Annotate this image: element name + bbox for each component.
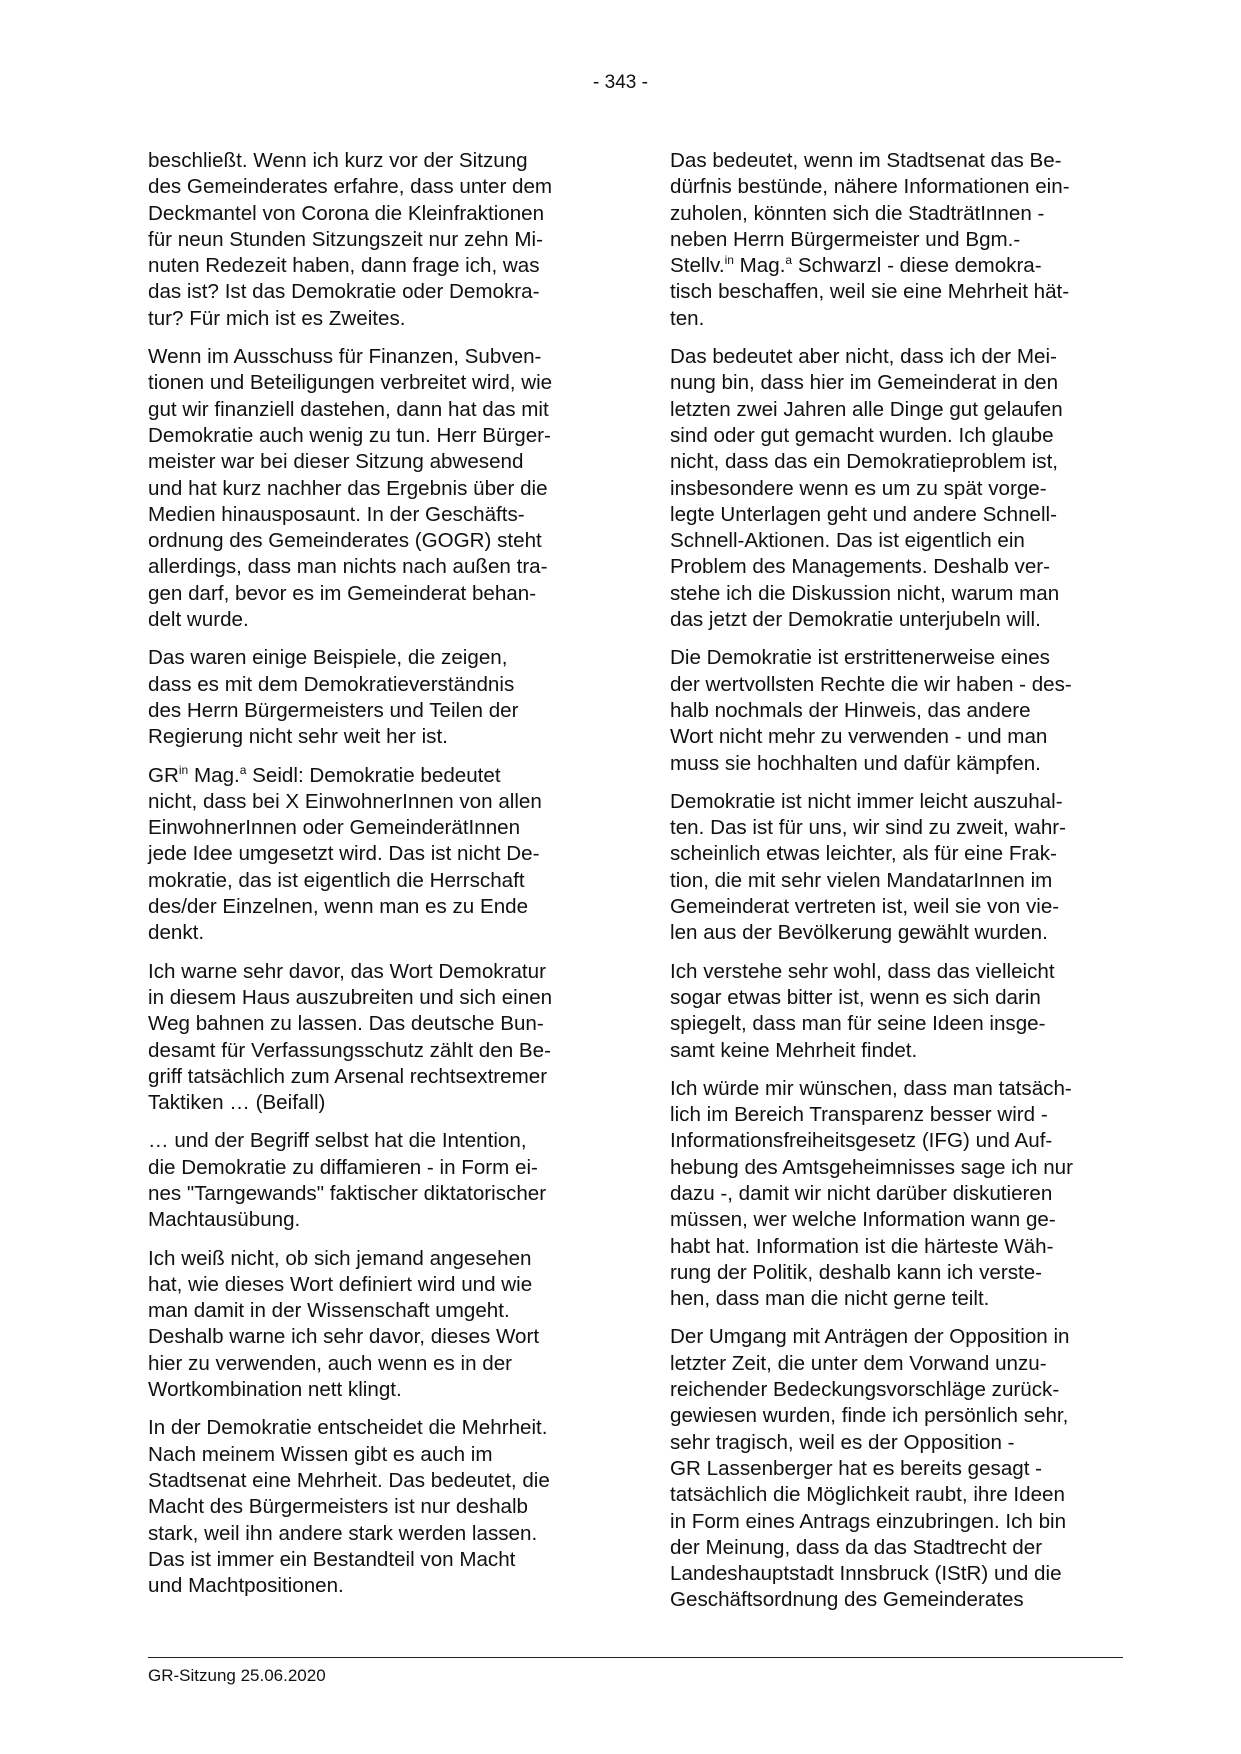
left-column: [148, 148, 603, 1611]
paragraph: In der Demokratie entscheidet die Mehrheit. Nach meinem Wissen gibt es auch im Stadtsenat eine Mehrheit. Das bedeutet, die Macht des Bürgermeisters ist nur deshalb stark, weil ihn andere stark werden lassen. Das ist immer ein Bestandteil von Macht und Machtpositionen.: [148, 1416, 550, 1598]
superscript: a: [785, 253, 793, 268]
paragraph: Das bedeutet aber nicht, dass ich der Mei- nung bin, dass hier im Gemeinderat in den letzten zwei Jahren alle Dinge gut gelaufen sind oder gut gemacht wurden. Ich glaube nicht, dass das ein Demokratieproblem ist, insbesondere wenn es um zu spät vorge- legte Unterlagen geht und andere Schnell- Schnell-Aktionen. Das ist eigentlich ein Problem des Managements. Deshalb ver- stehe ich die Diskussion nicht, warum man das jetzt der Demokratie unterjubeln will.: [670, 345, 1063, 632]
paragraph: Das waren einige Beispiele, die zeigen, dass es mit dem Demokratieverständnis des Herrn Bürgermeisters und Teilen der Regierung nicht sehr weit her ist.: [148, 646, 519, 749]
right-column: [670, 148, 1125, 1626]
paragraph: [670, 148, 1125, 332]
superscript: in: [178, 762, 189, 777]
paragraph: … und der Begriff selbst hat die Intention, die Demokratie zu diffamieren - in Form ei- nes "Tarngewands" faktischer diktatorischer Machtausübung.: [148, 1129, 547, 1232]
page-number: - 343 -: [593, 72, 648, 93]
paragraph: Ich würde mir wünschen, dass man tatsäch- lich im Bereich Transparenz besser wird - Informationsfreiheitsgesetz (IFG) und Auf- hebung des Amtsgeheimnisses sage ich nur dazu -, damit wir nicht darüber diskutieren müssen, wer welche Information wann ge- habt hat. Information ist die härteste Wäh- rung der Politik, deshalb kann ich verste- hen, dass man die nicht gerne teilt.: [670, 1076, 1073, 1311]
speaker-paragraph: [148, 763, 603, 947]
paragraph: Ich warne sehr davor, das Wort Demokratur in diesem Haus auszubreiten und sich einen Weg bahnen zu lassen. Das deutsche Bun- desamt für Verfassungsschutz zählt den Be- griff tatsächlich zum Arsenal rechtsextremer Taktiken … (Beifall): [148, 959, 553, 1115]
paragraph: Ich verstehe sehr wohl, dass das vielleicht sogar etwas bitter ist, wenn es sich darin spiegelt, dass man für seine Ideen insge- samt keine Mehrheit findet.: [670, 959, 1055, 1062]
superscript: in: [724, 253, 734, 268]
paragraph: Ich weiß nicht, ob sich jemand angesehen hat, wie dieses Wort definiert wird und wie man damit in der Wissenschaft umgeht. Deshalb warne ich sehr davor, dieses Wort hier zu verwenden, auch wenn es in der Wortkombination nett klingt.: [148, 1246, 540, 1402]
footer-divider: [148, 1657, 1123, 1658]
paragraph: Der Umgang mit Anträgen der Opposition in letzter Zeit, die unter dem Vorwand unzu- reichender Bedeckungsvorschläge zurück- gewiesen wurden, finde ich persönlich sehr, sehr tragisch, weil es der Opposition - GR Lassenberger hat es bereits gesagt - tatsächlich die Möglichkeit raubt, ihre Ideen in Form eines Antrags einzubringen. Ich bin der Meinung, dass da das Stadtrecht der Landeshauptstadt Innsbruck (IStR) und die Geschäftsordnung des Gemeinderates: [670, 1325, 1070, 1612]
paragraph-text: Schwarzl - diese demokra- tisch beschaffen, weil sie eine Mehrheit hät- ten.: [670, 254, 1070, 330]
footer-session-date: GR-Sitzung 25.06.2020: [148, 1666, 326, 1685]
paragraph: Demokratie ist nicht immer leicht auszuhal- ten. Das ist für uns, wir sind zu zweit, wahr- scheinlich etwas leichter, als für eine Frak- tion, die mit sehr vielen MandatarInnen im Gemeinderat vertreten ist, weil sie von vie- len aus der Bevölkerung gewählt wurden.: [670, 789, 1066, 945]
speaker-prefix: GR: [148, 763, 179, 787]
paragraph: beschließt. Wenn ich kurz vor der Sitzung des Gemeinderates erfahre, dass unter dem Deckmantel von Corona die Kleinfraktionen für neun Stunden Sitzungszeit nur zehn Mi- nuten Redezeit haben, dann frage ich, was das ist? Ist das Demokratie oder Demokra- tur? Für mich ist es Zweites.: [148, 149, 553, 330]
speaker-text: Seidl: Demokratie bedeutet nicht, dass bei X EinwohnerInnen von allen EinwohnerInnen oder GemeinderätInnen jede Idee umgesetzt wird. Das ist nicht De- mokratie, das ist eigentlich die Herrschaft des/der Einzelnen, wenn man es zu Ende denkt.: [148, 763, 542, 945]
superscript: a: [239, 762, 247, 777]
paragraph: Wenn im Ausschuss für Finanzen, Subven- tionen und Beteiligungen verbreitet wird, wie gut wir finanziell dastehen, dann hat das mit Demokratie auch wenig zu tun. Herr Bürger- meister war bei dieser Sitzung abwesend und hat kurz nachher das Ergebnis über die Medien hinausposaunt. In der Geschäfts- ordnung des Gemeinderates (GOGR) steht allerdings, dass man nichts nach außen tra- gen darf, bevor es im Gemeinderat behan- delt wurde.: [148, 345, 553, 632]
speaker-title: Mag.: [188, 763, 240, 787]
paragraph-text: Mag.: [733, 254, 786, 278]
paragraph: Die Demokratie ist erstrittenerweise eines der wertvollsten Rechte die wir haben - des- halb nochmals der Hinweis, das andere Wort nicht mehr zu verwenden - und man muss sie hochhalten und dafür kämpfen.: [670, 646, 1072, 775]
paragraph-text: Das bedeutet, wenn im Stadtsenat das Be- dürfnis bestünde, nähere Informationen ein- zuholen, könnten sich die StadträtInnen - neben Herrn Bürgermeister und Bgm.- Stellv.: [670, 149, 1070, 278]
